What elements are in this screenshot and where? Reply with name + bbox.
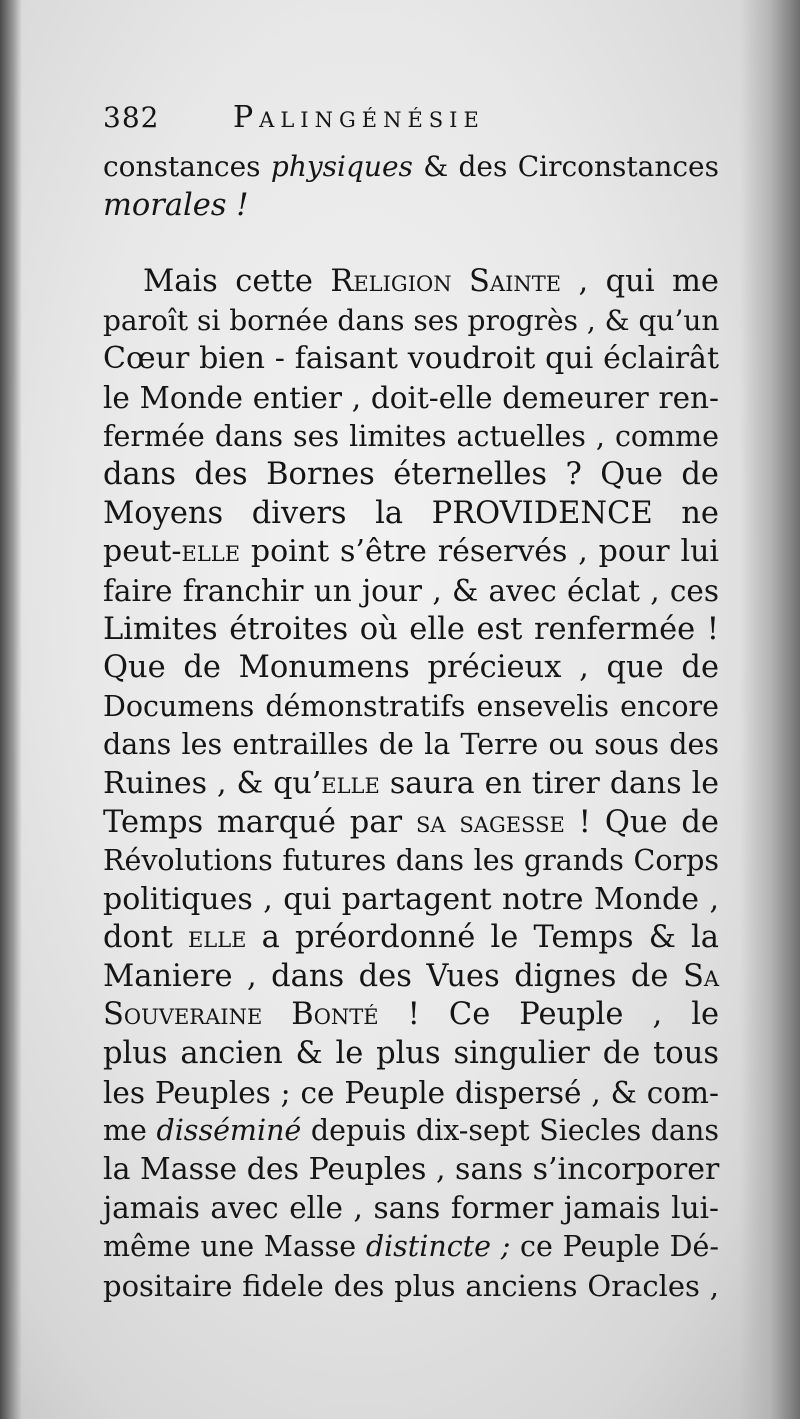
text-line: jamais avec elle , sans former jamais lui- [103, 1191, 719, 1226]
text-line: me disséminé depuis dix-sept Siecles dans [103, 1114, 719, 1148]
text-line: dans des Bornes éternelles ? Que de [103, 457, 719, 493]
running-head [103, 100, 719, 148]
text-line: même une Masse distincte ; ce Peuple Dé- [103, 1230, 719, 1264]
text-line: Documens démonstratifs ensevelis encore [103, 689, 719, 723]
text-line: plus ancien & le plus singulier de tous [103, 1036, 719, 1072]
paragraph-gap [103, 225, 719, 263]
text-line: morales ! [103, 187, 249, 223]
text-line: peut-elle point s’être réservés , pour lui [103, 534, 719, 570]
text-line: Révolutions futures dans les grands Corps [103, 844, 719, 878]
text-line: positaire fidele des plus anciens Oracles , [103, 1268, 719, 1303]
text-line: dont elle a préordonné le Temps & la [103, 920, 719, 956]
page-edge-shadow [740, 0, 800, 1419]
text-line: constances physiques & des Circonstances [103, 150, 719, 183]
text-line: Que de Monumens précieux , que de [103, 650, 719, 686]
paragraph-continued [103, 148, 719, 225]
text-line: Cœur bien - faisant voudroit qui éclairât [103, 341, 719, 377]
text-line: Limites étroites où elle est renfermée ! [103, 611, 719, 647]
text-line: paroît si bornée dans ses progrès , & qu’un [103, 303, 720, 337]
text-line: Maniere , dans des Vues dignes de Sa [103, 958, 719, 994]
text-line: faire franchir un jour , & avec éclat , ces [103, 573, 719, 608]
text-line: Moyens divers la PROVIDENCE ne [103, 495, 719, 531]
text-line: la Masse des Peuples , sans s’incorporer [103, 1151, 720, 1187]
page-text-block [103, 100, 719, 1305]
text-line: Souveraine Bonté ! Ce Peuple , le [103, 997, 719, 1033]
running-title: Palingénésie [233, 100, 485, 135]
page-gutter-shadow [0, 0, 22, 1419]
text-line: les Peuples ; ce Peuple dispersé , & com- [103, 1075, 719, 1110]
text-line: Temps marqué par sa sagesse ! Que de [103, 804, 719, 840]
text-line: le Monde entier , doit-elle demeurer ren- [103, 380, 719, 415]
text-line: dans les entrailles de la Terre ou sous des [103, 728, 719, 762]
text-line: politiques , qui partagent notre Monde , [103, 881, 719, 917]
text-line: fermée dans ses limites actuelles , comme [103, 419, 719, 453]
text-line: Ruines , & qu’elle saura en tirer dans le [103, 765, 719, 801]
paragraph-main [103, 263, 719, 1305]
text-line: Mais cette Religion Sainte , qui me [143, 264, 719, 300]
page-number: 382 [103, 101, 160, 134]
